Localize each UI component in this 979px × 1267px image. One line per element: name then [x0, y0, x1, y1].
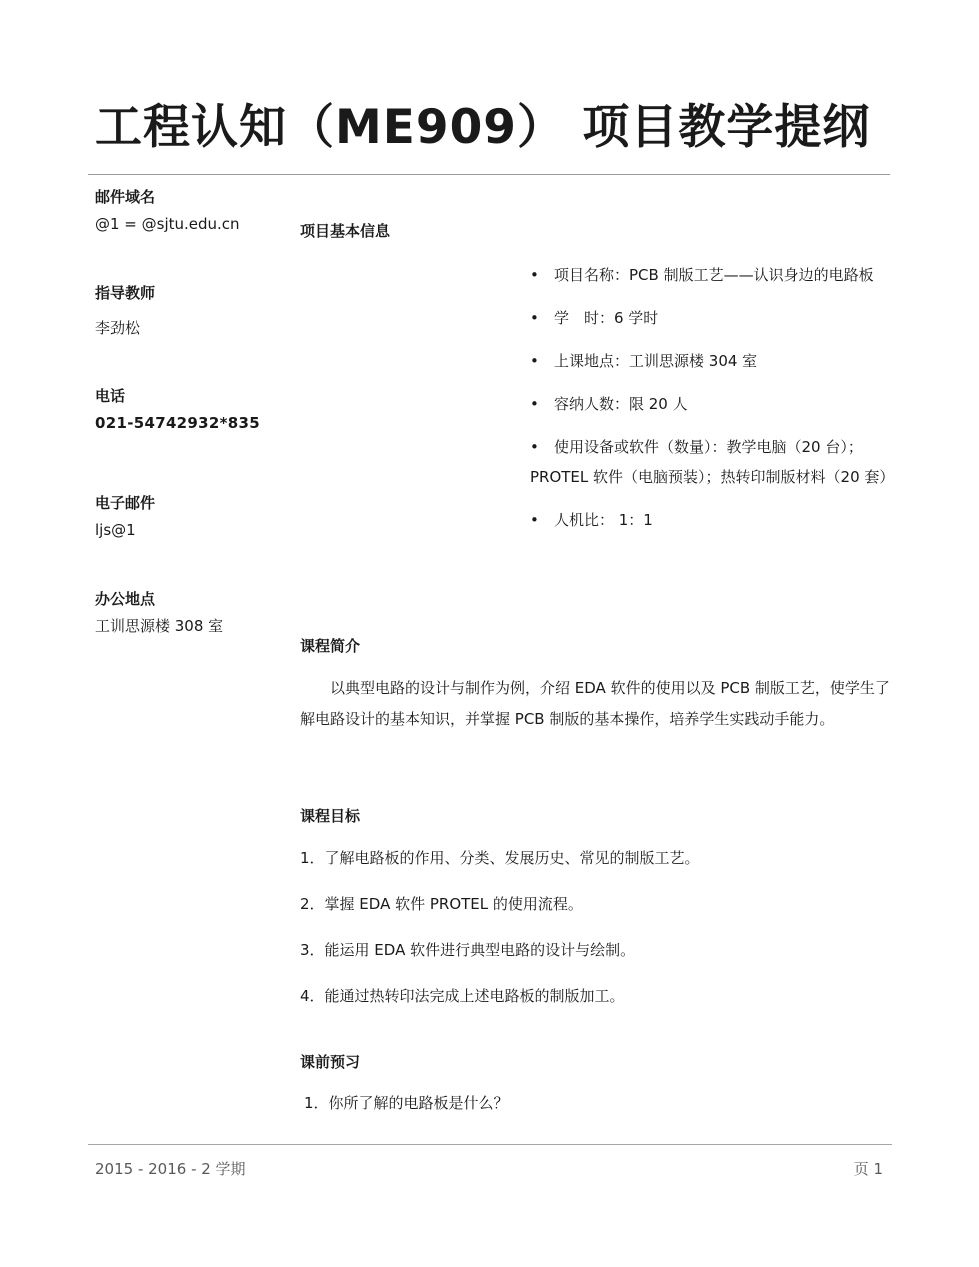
preview-item: 1．你所了解的电路板是什么？	[304, 1094, 509, 1112]
list-item: • 项目名称：PCB 制版工艺——认识身边的电路板	[530, 260, 900, 290]
intro-paragraph: 以典型电路的设计与制作为例，介绍 EDA 软件的使用以及 PCB 制版工艺，使学生了解电路设计的基本知识，并掌握 PCB 制版的基本操作，培养学生实践动手能力。	[300, 679, 890, 728]
teacher-value: 李劲松	[95, 319, 141, 337]
email-label: 电子邮件	[95, 494, 156, 512]
list-item: • 人机比： 1：1	[530, 505, 900, 535]
phone-value: 021-54742932*835	[95, 414, 260, 432]
footer-term: 2015 - 2016 - 2 学期	[95, 1160, 246, 1178]
list-item: • 容纳人数：限 20 人	[530, 389, 900, 419]
bullet-icon: •	[530, 511, 539, 529]
office-label: 办公地点	[95, 590, 156, 608]
bullet-icon: •	[530, 352, 539, 370]
footer-divider	[88, 1144, 892, 1145]
footer-page-number: 页 1	[853, 1160, 883, 1178]
bullet-icon: •	[530, 438, 539, 456]
title-divider	[88, 174, 890, 175]
list-item: • 使用设备或软件（数量）：教学电脑（20 台）；PROTEL 软件（电脑预装）；热转印制版材料（20 套）	[530, 432, 900, 492]
bullet-icon: •	[530, 266, 539, 284]
bullet-icon: •	[530, 395, 539, 413]
goal-item: 1．了解电路板的作用、分类、发展历史、常见的制版工艺。	[300, 849, 700, 867]
intro-heading: 课程简介	[300, 637, 361, 655]
list-item: • 学 时：6 学时	[530, 303, 900, 333]
email-domain-value: @1 = @sjtu.edu.cn	[95, 215, 240, 233]
goals-heading: 课程目标	[300, 807, 361, 825]
goal-item: 3．能运用 EDA 软件进行典型电路的设计与绘制。	[300, 941, 636, 959]
bullet-icon: •	[530, 309, 539, 327]
project-info-heading: 项目基本信息	[300, 222, 391, 240]
goal-item: 4．能通过热转印法完成上述电路板的制版加工。	[300, 987, 625, 1005]
teacher-label: 指导教师	[95, 284, 156, 302]
office-value: 工训思源楼 308 室	[95, 617, 224, 635]
phone-label: 电话	[95, 387, 126, 405]
email-domain-label: 邮件域名	[95, 188, 156, 206]
preview-heading: 课前预习	[300, 1053, 361, 1071]
goal-item: 2．掌握 EDA 软件 PROTEL 的使用流程。	[300, 895, 583, 913]
email-value: ljs@1	[95, 521, 136, 539]
page-title: 工程认知（ME909） 项目教学提纲	[95, 100, 871, 155]
list-item: • 上课地点：工训思源楼 304 室	[530, 346, 900, 376]
project-info-list	[530, 260, 900, 548]
